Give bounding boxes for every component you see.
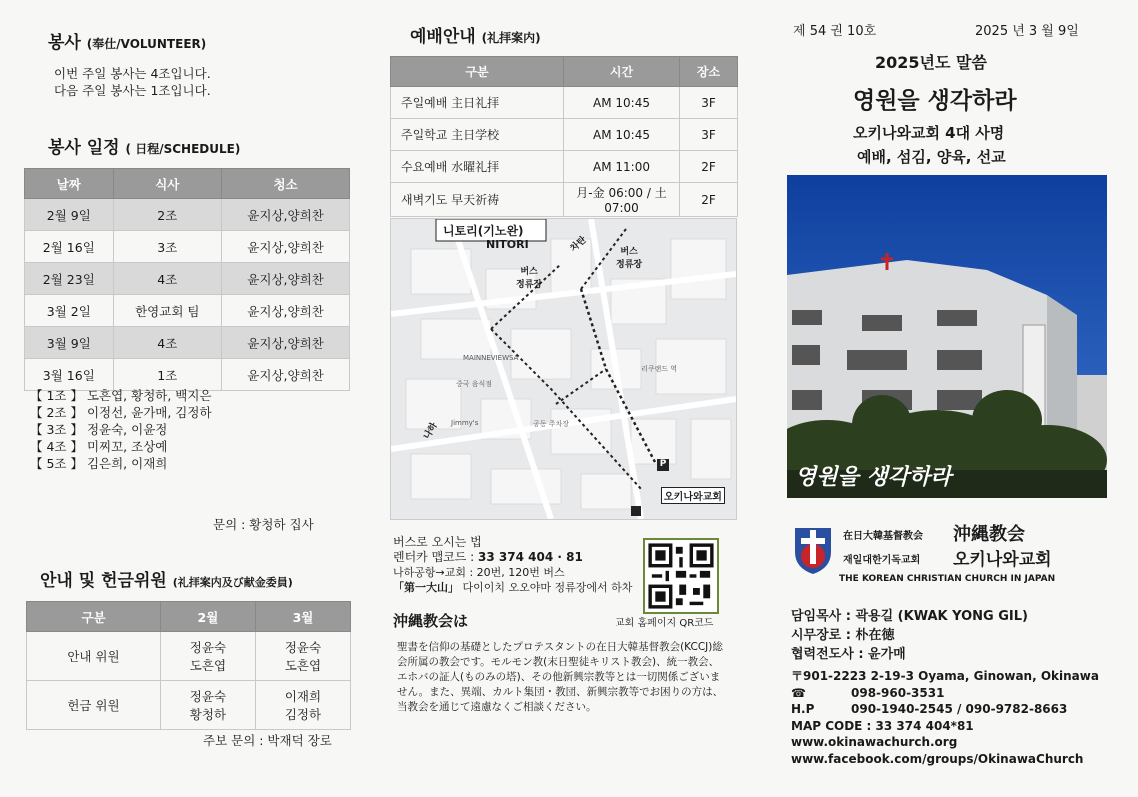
table-row: 3월 16일 1조 윤지상,양희찬 [25,359,350,391]
table-row: 2월 23일 4조 윤지상,양희찬 [25,263,350,295]
elder: 시무장로 : 朴在徳 [791,628,895,643]
map-code: MAP CODE : 33 374 404*81 [791,718,974,733]
committee-title: 안내 및 헌금위원 (礼拝案内及び献金委員) [40,571,293,591]
committee-table [26,601,351,730]
mobile-number: 090-1940-2545 / 090-9782-8663 [851,702,1068,716]
bus-stop-label: 버스 정류장 [516,267,543,290]
table-row: 헌금 위원 정윤숙 황청하 이재희 김정하 [27,681,351,730]
middle-column [385,0,755,797]
chatan-label: 차탄 [568,235,589,255]
nitori-label: 니토리(기노완) [443,224,524,238]
issue-date: 2025 년 3 월 9일 [975,24,1079,39]
schedule-table [24,168,350,391]
bus-stop-label: 버스 정류장 [616,247,643,270]
church-jp-small: 在日大韓基督教会 [843,531,923,542]
nitori-en-label: NITORI [486,238,529,251]
qr-graphic [645,540,717,612]
left-column [18,0,363,797]
church-map[interactable] [390,218,737,520]
worship-header: 구분 [391,57,564,87]
table-row: 2월 9일 2조 윤지상,양희찬 [25,199,350,231]
committee-header: 3월 [255,602,350,632]
access-info: 버스로 오시는 법 렌터카 맵코드 : 33 374 404 · 81 나하공항→교회 : 20번, 120번 버스 「第一大山」 다이이치 오오야마 정류장에서 하차 [393,535,633,594]
map-code-label [556,218,723,220]
church-photo-graphic [787,175,1107,498]
staff-list [791,607,1028,664]
map-poi: MAINNEVIEWSA [463,354,519,362]
volume-number: 제 54 권 10호 [793,24,877,39]
map-poi: 공동 주차장 [533,420,570,428]
volunteer-title: 봉사 (奉仕/VOLUNTEER) [48,33,207,53]
about-title: 沖縄教会は [393,612,469,630]
facebook-link[interactable]: www.facebook.com/groups/OkinawaChurch [791,751,1084,766]
table-row: 3월 2일 한영교회 팀 윤지상,양희찬 [25,295,350,327]
church-jp-name: 沖縄教会 [953,524,1025,545]
address: 〒901-2223 2-19-3 Oyama, Ginowan, Okinawa [791,669,1099,683]
table-row: 새벽기도 早天祈祷 月-金 06:00 / 土 07:00 2F [391,183,738,217]
list-item: 【 5조 】 김은희, 이재희 [30,456,168,471]
list-item: 【 3조 】 정윤숙, 이윤정 [30,422,168,437]
church-logo-icon [791,522,835,580]
photo-caption: 영원을 생각하라 [795,464,952,490]
list-item: 【 1조 】 도흔엽, 황청하, 백지은 [30,388,212,403]
map-poi: 리쿠랜드 역 [641,365,678,373]
map-poi: 중국 음식점 [456,380,493,388]
worship-title: 예배안내 (礼拝案内) [410,27,541,47]
church-photo [787,175,1107,498]
worship-table [390,56,738,217]
church-ko-name: 오키나와교회 [953,550,1052,570]
schedule-title: 봉사 일정 ( 日程/SCHEDULE) [48,138,241,158]
mission-list: 예배, 섬김, 양육, 선교 [857,148,1006,166]
church-map-label: 오키나와교회 [661,487,725,504]
cover-column [785,0,1115,797]
volunteer-text: 이번 주일 봉사는 4조입니다. 다음 주일 봉사는 1조입니다. [54,66,211,98]
table-row: 안내 위원 정윤숙 도흔엽 정윤숙 도흔엽 [27,632,351,681]
table-row: 주일예배 主日礼拝 AM 10:45 3F [391,87,738,119]
map-poi: Jimmy's [451,419,479,427]
phone-number: 098-960-3531 [851,685,945,700]
qr-label: 교회 홈페이지 QR코드 [615,618,714,629]
parking-icon: P [659,459,667,469]
homepage-qr-code[interactable] [643,538,719,614]
phone-icon: ☎ [791,685,806,700]
table-row: 3월 9일 4조 윤지상,양희찬 [25,327,350,359]
committee-header: 2월 [160,602,255,632]
pastor: 담임목사 : 곽용길 (KWAK YONG GIL) [791,609,1028,624]
schedule-header: 날짜 [25,169,114,199]
website-link[interactable]: www.okinawachurch.org [791,735,958,749]
list-item: 【 4조 】 미찌꼬, 조상예 [30,439,168,454]
group-list [30,387,212,472]
committee-header: 구분 [27,602,161,632]
mobile-label: H.P [791,702,815,716]
schedule-header: 청소 [222,169,350,199]
naha-label: 나하 [422,421,440,442]
evangelist: 협력전도사 : 윤가매 [791,647,906,662]
worship-header: 장소 [680,57,738,87]
map-graphic [391,219,736,519]
church-ko-small: 재일대한기독교회 [843,555,921,566]
church-en-name: THE KOREAN CHRISTIAN CHURCH IN JAPAN [839,574,1056,584]
mission-title: 오키나와교회 4대 사명 [853,124,1005,142]
worship-header: 시간 [564,57,680,87]
about-text: 聖書を信仰の基礎としたプロテスタントの在日大韓基督教会(KCCJ)総会所属の教会です。モルモン教(末日聖徒キリスト教会)、統一教会、エホバの証人(ものみの塔)、その他新興宗教等とは一切関係ございません。また、異端、カルト集団・教団、新興宗教等でお困りの方は、当教会を通じて遠慮なくご相談ください。 [397,641,724,713]
schedule-header: 식사 [113,169,221,199]
year-word: 2025년도 말씀 [875,53,987,72]
table-row: 주일학교 主日学校 AM 10:45 3F [391,119,738,151]
list-item: 【 2조 】 이정선, 윤가매, 김정하 [30,405,212,420]
table-row: 2월 16일 3조 윤지상,양희찬 [25,231,350,263]
schedule-contact: 문의 : 황청하 집사 [213,517,314,532]
motto: 영원을 생각하라 [853,88,1017,114]
contact-block [791,668,1111,767]
bulletin-contact: 주보 문의 : 박재덕 장로 [203,733,332,748]
table-row: 수요예배 水曜礼拝 AM 11:00 2F [391,151,738,183]
